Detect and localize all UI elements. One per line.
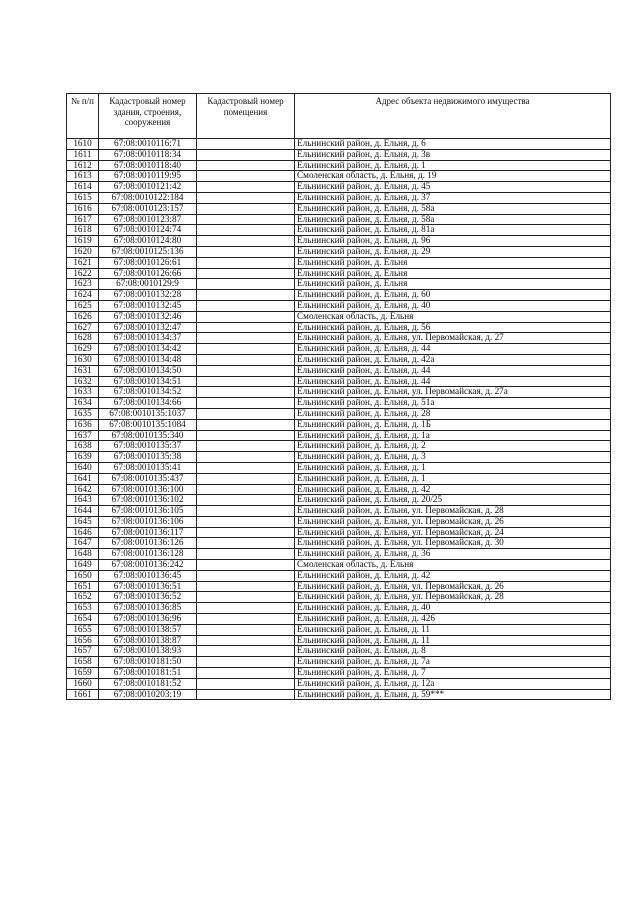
table-row — [67, 408, 611, 419]
table-row — [67, 139, 611, 150]
table-row — [67, 203, 611, 214]
table-row — [67, 290, 611, 301]
table-row — [67, 560, 611, 571]
table-row — [67, 354, 611, 365]
table-row — [67, 257, 611, 268]
address-cell: Смоленская область, д. Ельня — [295, 560, 611, 571]
address-cell: Ельнинский район, д. Ельня, д. 12а — [295, 678, 611, 689]
room-cadastral-cell — [197, 419, 295, 430]
address-cell: Ельнинский район, д. Ельня, ул. Первомайская, д. 28 — [295, 506, 611, 517]
room-cadastral-cell — [197, 333, 295, 344]
table-row — [67, 311, 611, 322]
table-row — [67, 506, 611, 517]
address-cell: Ельнинский район, д. Ельня, д. 20/25 — [295, 495, 611, 506]
table-row — [67, 452, 611, 463]
address-cell: Ельнинский район, д. Ельня, д. 44 — [295, 344, 611, 355]
table-header — [67, 94, 611, 139]
address-cell: Ельнинский район, д. Ельня, д. 7 — [295, 668, 611, 679]
row-number-cell: 1634 — [67, 398, 99, 409]
room-cadastral-cell — [197, 473, 295, 484]
address-cell: Ельнинский район, д. Ельня, д. 11 — [295, 624, 611, 635]
header-number: № п/п — [67, 94, 99, 139]
address-cell: Ельнинский район, д. Ельня, д. 42 — [295, 570, 611, 581]
building-cadastral-cell: 67:08:0010136:242 — [99, 560, 197, 571]
row-number-cell: 1628 — [67, 333, 99, 344]
address-cell: Ельнинский район, д. Ельня — [295, 257, 611, 268]
row-number-cell: 1611 — [67, 149, 99, 160]
building-cadastral-cell: 67:08:0010134:52 — [99, 387, 197, 398]
room-cadastral-cell — [197, 668, 295, 679]
row-number-cell: 1641 — [67, 473, 99, 484]
room-cadastral-cell — [197, 635, 295, 646]
row-number-cell: 1610 — [67, 139, 99, 150]
address-cell: Ельнинский район, д. Ельня, д. 96 — [295, 236, 611, 247]
room-cadastral-cell — [197, 516, 295, 527]
building-cadastral-cell: 67:08:0010119:95 — [99, 171, 197, 182]
room-cadastral-cell — [197, 311, 295, 322]
row-number-cell: 1614 — [67, 182, 99, 193]
address-cell: Ельнинский район, д. Ельня, д. 40 — [295, 300, 611, 311]
table-row — [67, 570, 611, 581]
row-number-cell: 1635 — [67, 408, 99, 419]
table-row — [67, 300, 611, 311]
building-cadastral-cell: 67:08:0010134:37 — [99, 333, 197, 344]
table-row — [67, 333, 611, 344]
address-cell: Ельнинский район, д. Ельня, д. 36 — [295, 549, 611, 560]
building-cadastral-cell: 67:08:0010134:51 — [99, 376, 197, 387]
header-row — [67, 94, 611, 139]
address-cell: Ельнинский район, д. Ельня, ул. Первомайская, д. 30 — [295, 538, 611, 549]
room-cadastral-cell — [197, 192, 295, 203]
room-cadastral-cell — [197, 657, 295, 668]
building-cadastral-cell: 67:08:0010124:74 — [99, 225, 197, 236]
table-row — [67, 549, 611, 560]
table-row — [67, 462, 611, 473]
room-cadastral-cell — [197, 387, 295, 398]
address-cell: Ельнинский район, д. Ельня, д. 44 — [295, 376, 611, 387]
address-cell: Ельнинский район, д. Ельня, ул. Первомайская, д. 26 — [295, 516, 611, 527]
building-cadastral-cell: 67:08:0010132:45 — [99, 300, 197, 311]
table-row — [67, 268, 611, 279]
address-cell: Ельнинский район, д. Ельня, д. 29 — [295, 246, 611, 257]
building-cadastral-cell: 67:08:0010181:52 — [99, 678, 197, 689]
address-cell: Ельнинский район, д. Ельня, ул. Первомайская, д. 27 — [295, 333, 611, 344]
table-row — [67, 441, 611, 452]
building-cadastral-cell: 67:08:0010136:45 — [99, 570, 197, 581]
address-cell: Ельнинский район, д. Ельня, д. 6 — [295, 139, 611, 150]
address-cell: Ельнинский район, д. Ельня, д. 3в — [295, 149, 611, 160]
building-cadastral-cell: 67:08:0010123:87 — [99, 214, 197, 225]
table-row — [67, 430, 611, 441]
row-number-cell: 1659 — [67, 668, 99, 679]
building-cadastral-cell: 67:08:0010136:51 — [99, 581, 197, 592]
building-cadastral-cell: 67:08:0010134:50 — [99, 365, 197, 376]
row-number-cell: 1615 — [67, 192, 99, 203]
row-number-cell: 1650 — [67, 570, 99, 581]
room-cadastral-cell — [197, 365, 295, 376]
building-cadastral-cell: 67:08:0010118:34 — [99, 149, 197, 160]
building-cadastral-cell: 67:08:0010132:28 — [99, 290, 197, 301]
table-row — [67, 635, 611, 646]
row-number-cell: 1658 — [67, 657, 99, 668]
row-number-cell: 1660 — [67, 678, 99, 689]
building-cadastral-cell: 67:08:0010135:38 — [99, 452, 197, 463]
room-cadastral-cell — [197, 160, 295, 171]
room-cadastral-cell — [197, 182, 295, 193]
row-number-cell: 1656 — [67, 635, 99, 646]
building-cadastral-cell: 67:08:0010181:50 — [99, 657, 197, 668]
room-cadastral-cell — [197, 171, 295, 182]
room-cadastral-cell — [197, 592, 295, 603]
table-row — [67, 592, 611, 603]
address-cell: Ельнинский район, д. Ельня, д. 56 — [295, 322, 611, 333]
address-cell: Ельнинский район, д. Ельня, д. 28 — [295, 408, 611, 419]
row-number-cell: 1651 — [67, 581, 99, 592]
row-number-cell: 1645 — [67, 516, 99, 527]
building-cadastral-cell: 67:08:0010136:52 — [99, 592, 197, 603]
room-cadastral-cell — [197, 452, 295, 463]
table-row — [67, 160, 611, 171]
building-cadastral-cell: 67:08:0010181:51 — [99, 668, 197, 679]
building-cadastral-cell: 67:08:0010138:93 — [99, 646, 197, 657]
row-number-cell: 1657 — [67, 646, 99, 657]
building-cadastral-cell: 67:08:0010138:87 — [99, 635, 197, 646]
row-number-cell: 1642 — [67, 484, 99, 495]
building-cadastral-cell: 67:08:0010129:9 — [99, 279, 197, 290]
address-cell: Ельнинский район, д. Ельня, д. 44 — [295, 365, 611, 376]
room-cadastral-cell — [197, 149, 295, 160]
table-row — [67, 495, 611, 506]
table-row — [67, 225, 611, 236]
building-cadastral-cell: 67:08:0010138:57 — [99, 624, 197, 635]
building-cadastral-cell: 67:08:0010118:40 — [99, 160, 197, 171]
address-cell: Ельнинский район, д. Ельня, д. 1 — [295, 462, 611, 473]
row-number-cell: 1617 — [67, 214, 99, 225]
building-cadastral-cell: 67:08:0010121:42 — [99, 182, 197, 193]
address-cell: Смоленская область, д. Ельня — [295, 311, 611, 322]
address-cell: Ельнинский район, д. Ельня, ул. Первомайская, д. 27а — [295, 387, 611, 398]
row-number-cell: 1647 — [67, 538, 99, 549]
address-cell: Ельнинский район, д. Ельня, ул. Первомайская, д. 26 — [295, 581, 611, 592]
table-row — [67, 398, 611, 409]
address-cell: Ельнинский район, д. Ельня, д. 3 — [295, 452, 611, 463]
address-cell: Ельнинский район, д. Ельня, ул. Первомайская, д. 24 — [295, 527, 611, 538]
row-number-cell: 1632 — [67, 376, 99, 387]
address-cell: Ельнинский район, д. Ельня, д. 1 — [295, 160, 611, 171]
row-number-cell: 1631 — [67, 365, 99, 376]
building-cadastral-cell: 67:08:0010124:80 — [99, 236, 197, 247]
room-cadastral-cell — [197, 614, 295, 625]
row-number-cell: 1612 — [67, 160, 99, 171]
building-cadastral-cell: 67:08:0010123:157 — [99, 203, 197, 214]
row-number-cell: 1620 — [67, 246, 99, 257]
table-row — [67, 516, 611, 527]
building-cadastral-cell: 67:08:0010135:437 — [99, 473, 197, 484]
building-cadastral-cell: 67:08:0010126:66 — [99, 268, 197, 279]
table-row — [67, 624, 611, 635]
table-row — [67, 538, 611, 549]
building-cadastral-cell: 67:08:0010134:42 — [99, 344, 197, 355]
row-number-cell: 1625 — [67, 300, 99, 311]
address-cell: Ельнинский район, д. Ельня, д. 42а — [295, 354, 611, 365]
address-cell: Ельнинский район, д. Ельня, д. 42 — [295, 484, 611, 495]
building-cadastral-cell: 67:08:0010136:117 — [99, 527, 197, 538]
row-number-cell: 1637 — [67, 430, 99, 441]
table-row — [67, 484, 611, 495]
room-cadastral-cell — [197, 570, 295, 581]
row-number-cell: 1640 — [67, 462, 99, 473]
building-cadastral-cell: 67:08:0010135:1084 — [99, 419, 197, 430]
building-cadastral-cell: 67:08:0010136:100 — [99, 484, 197, 495]
address-cell: Ельнинский район, д. Ельня, д. 37 — [295, 192, 611, 203]
building-cadastral-cell: 67:08:0010136:102 — [99, 495, 197, 506]
room-cadastral-cell — [197, 354, 295, 365]
table-row — [67, 214, 611, 225]
table-row — [67, 192, 611, 203]
address-cell: Ельнинский район, д. Ельня, д. 11 — [295, 635, 611, 646]
table-row — [67, 657, 611, 668]
table-row — [67, 376, 611, 387]
table-row — [67, 614, 611, 625]
table-row — [67, 322, 611, 333]
room-cadastral-cell — [197, 646, 295, 657]
row-number-cell: 1619 — [67, 236, 99, 247]
table-row — [67, 149, 611, 160]
address-cell: Ельнинский район, д. Ельня — [295, 279, 611, 290]
row-number-cell: 1630 — [67, 354, 99, 365]
room-cadastral-cell — [197, 560, 295, 571]
building-cadastral-cell: 67:08:0010134:66 — [99, 398, 197, 409]
table-row — [67, 344, 611, 355]
address-cell: Ельнинский район, д. Ельня — [295, 268, 611, 279]
address-cell: Ельнинский район, д. Ельня, д. 58а — [295, 214, 611, 225]
room-cadastral-cell — [197, 527, 295, 538]
row-number-cell: 1613 — [67, 171, 99, 182]
property-table — [66, 93, 611, 700]
table-row — [67, 646, 611, 657]
address-cell: Ельнинский район, д. Ельня, д. 1Б — [295, 419, 611, 430]
table-row — [67, 365, 611, 376]
room-cadastral-cell — [197, 236, 295, 247]
table-row — [67, 689, 611, 700]
room-cadastral-cell — [197, 376, 295, 387]
row-number-cell: 1661 — [67, 689, 99, 700]
room-cadastral-cell — [197, 268, 295, 279]
building-cadastral-cell: 67:08:0010126:61 — [99, 257, 197, 268]
building-cadastral-cell: 67:08:0010135:41 — [99, 462, 197, 473]
table-row — [67, 171, 611, 182]
row-number-cell: 1649 — [67, 560, 99, 571]
building-cadastral-cell: 67:08:0010136:106 — [99, 516, 197, 527]
row-number-cell: 1648 — [67, 549, 99, 560]
room-cadastral-cell — [197, 495, 295, 506]
row-number-cell: 1626 — [67, 311, 99, 322]
building-cadastral-cell: 67:08:0010122:184 — [99, 192, 197, 203]
address-cell: Ельнинский район, д. Ельня, д. 1 — [295, 473, 611, 484]
table-row — [67, 581, 611, 592]
room-cadastral-cell — [197, 603, 295, 614]
row-number-cell: 1652 — [67, 592, 99, 603]
building-cadastral-cell: 67:08:0010135:1037 — [99, 408, 197, 419]
row-number-cell: 1639 — [67, 452, 99, 463]
room-cadastral-cell — [197, 139, 295, 150]
row-number-cell: 1622 — [67, 268, 99, 279]
row-number-cell: 1646 — [67, 527, 99, 538]
table-row — [67, 668, 611, 679]
header-address: Адрес объекта недвижимого имущества — [295, 94, 611, 139]
room-cadastral-cell — [197, 430, 295, 441]
building-cadastral-cell: 67:08:0010134:48 — [99, 354, 197, 365]
address-cell: Ельнинский район, д. Ельня, д. 51а — [295, 398, 611, 409]
building-cadastral-cell: 67:08:0010203:19 — [99, 689, 197, 700]
table-row — [67, 246, 611, 257]
address-cell: Ельнинский район, д. Ельня, д. 40 — [295, 603, 611, 614]
row-number-cell: 1636 — [67, 419, 99, 430]
room-cadastral-cell — [197, 538, 295, 549]
building-cadastral-cell: 67:08:0010136:96 — [99, 614, 197, 625]
row-number-cell: 1629 — [67, 344, 99, 355]
room-cadastral-cell — [197, 624, 295, 635]
building-cadastral-cell: 67:08:0010132:47 — [99, 322, 197, 333]
room-cadastral-cell — [197, 398, 295, 409]
building-cadastral-cell: 67:08:0010125:136 — [99, 246, 197, 257]
row-number-cell: 1643 — [67, 495, 99, 506]
room-cadastral-cell — [197, 214, 295, 225]
row-number-cell: 1633 — [67, 387, 99, 398]
row-number-cell: 1655 — [67, 624, 99, 635]
table-row — [67, 236, 611, 247]
address-cell: Ельнинский район, д. Ельня, д. 60 — [295, 290, 611, 301]
row-number-cell: 1644 — [67, 506, 99, 517]
table-row — [67, 527, 611, 538]
address-cell: Ельнинский район, д. Ельня, д. 8 — [295, 646, 611, 657]
building-cadastral-cell: 67:08:0010135:37 — [99, 441, 197, 452]
table-row — [67, 678, 611, 689]
row-number-cell: 1623 — [67, 279, 99, 290]
address-cell: Ельнинский район, д. Ельня, д. 1а — [295, 430, 611, 441]
room-cadastral-cell — [197, 322, 295, 333]
building-cadastral-cell: 67:08:0010136:128 — [99, 549, 197, 560]
document-page — [66, 93, 610, 700]
address-cell: Ельнинский район, д. Ельня, д. 45 — [295, 182, 611, 193]
building-cadastral-cell: 67:08:0010132:46 — [99, 311, 197, 322]
address-cell: Ельнинский район, д. Ельня, д. 58а — [295, 203, 611, 214]
room-cadastral-cell — [197, 257, 295, 268]
row-number-cell: 1654 — [67, 614, 99, 625]
table-row — [67, 279, 611, 290]
address-cell: Ельнинский район, д. Ельня, ул. Первомайская, д. 28 — [295, 592, 611, 603]
row-number-cell: 1653 — [67, 603, 99, 614]
room-cadastral-cell — [197, 203, 295, 214]
room-cadastral-cell — [197, 581, 295, 592]
address-cell: Ельнинский район, д. Ельня, д. 59*** — [295, 689, 611, 700]
room-cadastral-cell — [197, 441, 295, 452]
row-number-cell: 1616 — [67, 203, 99, 214]
row-number-cell: 1638 — [67, 441, 99, 452]
row-number-cell: 1624 — [67, 290, 99, 301]
room-cadastral-cell — [197, 549, 295, 560]
room-cadastral-cell — [197, 678, 295, 689]
table-row — [67, 603, 611, 614]
room-cadastral-cell — [197, 246, 295, 257]
row-number-cell: 1618 — [67, 225, 99, 236]
table-row — [67, 182, 611, 193]
row-number-cell: 1621 — [67, 257, 99, 268]
room-cadastral-cell — [197, 344, 295, 355]
table-row — [67, 473, 611, 484]
address-cell: Ельнинский район, д. Ельня, д. 81а — [295, 225, 611, 236]
address-cell: Ельнинский район, д. Ельня, д. 426 — [295, 614, 611, 625]
room-cadastral-cell — [197, 484, 295, 495]
header-building-cadastral: Кадастровый номер здания, строения, сооружения — [99, 94, 197, 139]
table-body — [67, 139, 611, 700]
address-cell: Ельнинский район, д. Ельня, д. 2 — [295, 441, 611, 452]
table-row — [67, 387, 611, 398]
table-row — [67, 419, 611, 430]
header-room-cadastral: Кадастровый номер помещения — [197, 94, 295, 139]
building-cadastral-cell: 67:08:0010136:85 — [99, 603, 197, 614]
room-cadastral-cell — [197, 506, 295, 517]
room-cadastral-cell — [197, 300, 295, 311]
address-cell: Ельнинский район, д. Ельня, д. 7а — [295, 657, 611, 668]
room-cadastral-cell — [197, 225, 295, 236]
room-cadastral-cell — [197, 279, 295, 290]
row-number-cell: 1627 — [67, 322, 99, 333]
building-cadastral-cell: 67:08:0010136:105 — [99, 506, 197, 517]
room-cadastral-cell — [197, 408, 295, 419]
room-cadastral-cell — [197, 290, 295, 301]
address-cell: Смоленская область, д. Ельня, д. 19 — [295, 171, 611, 182]
building-cadastral-cell: 67:08:0010135:340 — [99, 430, 197, 441]
building-cadastral-cell: 67:08:0010116:71 — [99, 139, 197, 150]
room-cadastral-cell — [197, 689, 295, 700]
room-cadastral-cell — [197, 462, 295, 473]
building-cadastral-cell: 67:08:0010136:126 — [99, 538, 197, 549]
